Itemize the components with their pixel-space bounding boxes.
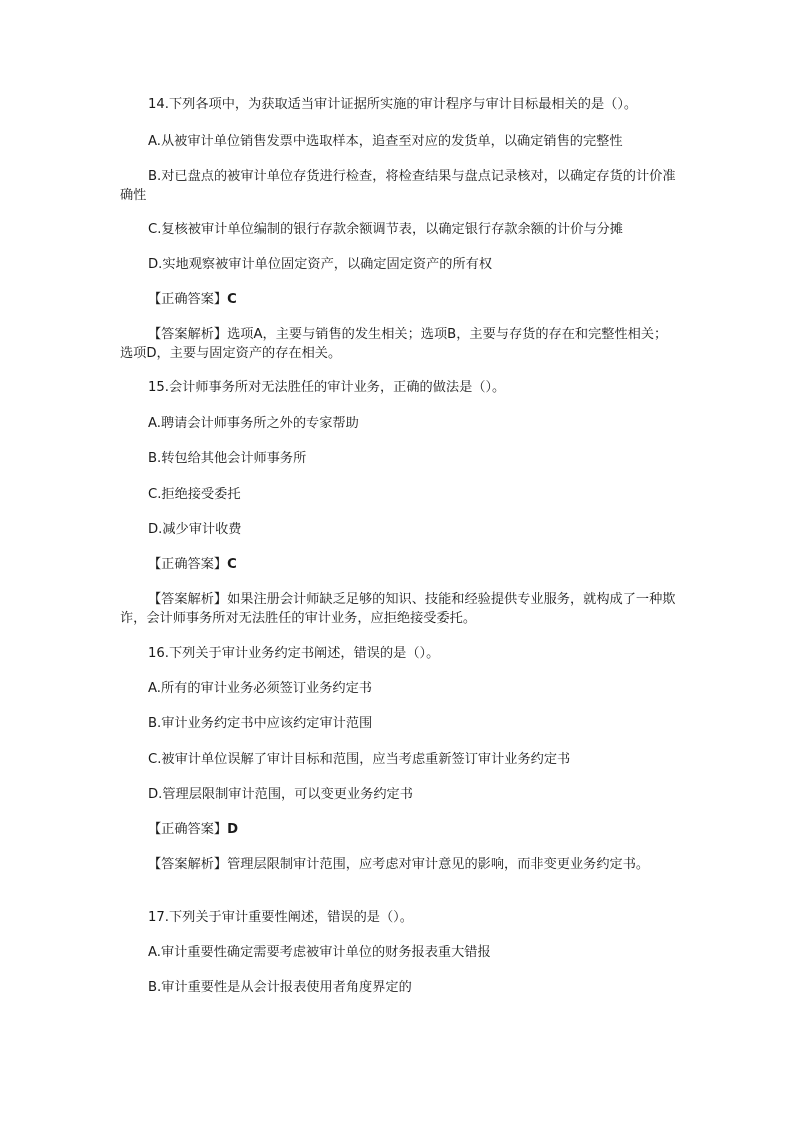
- answer-value: C: [227, 557, 237, 572]
- answer-label: 【正确答案】: [148, 822, 228, 837]
- question-16-option-b: B.审计业务约定书中应该约定审计范围: [148, 716, 373, 731]
- question-16-answer: [148, 820, 238, 839]
- analysis-label: 【答案解析】: [148, 857, 228, 872]
- analysis-text: 管理层限制审计范围，应考虑对审计意见的影响，而非变更业务约定书。: [227, 857, 650, 872]
- question-15-option-b: B.转包给其他会计师事务所: [148, 451, 307, 466]
- answer-value: D: [227, 822, 239, 837]
- question-16-option-a: A.所有的审计业务必须签订业务约定书: [148, 681, 372, 696]
- analysis-text: 选项A，主要与销售的发生相关；选项B，主要与存货的存在和完整性相关；选项D，主要与固定资产的存在相关。: [120, 327, 668, 361]
- question-16-analysis: [148, 855, 649, 874]
- question-14-option-c: C.复核被审计单位编制的银行存款余额调节表，以确定银行存款余额的计价与分摊: [148, 222, 623, 237]
- answer-label: 【正确答案】: [148, 292, 228, 307]
- question-14-stem: 14.下列各项中，为获取适当审计证据所实施的审计程序与审计目标最相关的是（）。: [148, 97, 638, 112]
- question-16-option-d: D.管理层限制审计范围，可以变更业务约定书: [148, 787, 413, 802]
- question-17-option-a: A.审计重要性确定需要考虑被审计单位的财务报表重大错报: [148, 945, 491, 960]
- question-14-option-a: A.从被审计单位销售发票中选取样本，追查至对应的发货单，以确定销售的完整性: [148, 134, 623, 149]
- question-14-answer: [148, 290, 237, 309]
- question-15-stem: 15.会计师事务所对无法胜任的审计业务，正确的做法是（）。: [148, 380, 506, 395]
- analysis-text: 如果注册会计师缺乏足够的知识、技能和经验提供专业服务，就构成了一种欺诈，会计师事务所对无法胜任的审计业务，应拒绝接受委托。: [120, 592, 676, 626]
- answer-label: 【正确答案】: [148, 557, 228, 572]
- question-16-stem: 16.下列关于审计业务约定书阐述，错误的是（）。: [148, 646, 440, 661]
- question-16-option-c: C.被审计单位误解了审计目标和范围，应当考虑重新签订审计业务约定书: [148, 752, 571, 767]
- question-17-option-b: B.审计重要性是从会计报表使用者角度界定的: [148, 980, 412, 995]
- question-14-analysis: [120, 325, 680, 363]
- question-15-option-a: A.聘请会计师事务所之外的专家帮助: [148, 416, 359, 431]
- question-15-answer: [148, 555, 237, 574]
- answer-value: C: [227, 292, 237, 307]
- question-15-analysis: [120, 590, 680, 628]
- question-15-option-c: C.拒绝接受委托: [148, 487, 241, 502]
- question-14-option-b: B.对已盘点的被审计单位存货进行检查，将检查结果与盘点记录核对，以确定存货的计价准确性: [120, 169, 676, 203]
- question-14-option-d: D.实地观察被审计单位固定资产，以确定固定资产的所有权: [148, 257, 493, 272]
- question-17-stem: 17.下列关于审计重要性阐述，错误的是（）。: [148, 910, 413, 925]
- analysis-label: 【答案解析】: [148, 592, 228, 607]
- analysis-label: 【答案解析】: [148, 327, 228, 342]
- question-15-option-d: D.减少审计收费: [148, 522, 242, 537]
